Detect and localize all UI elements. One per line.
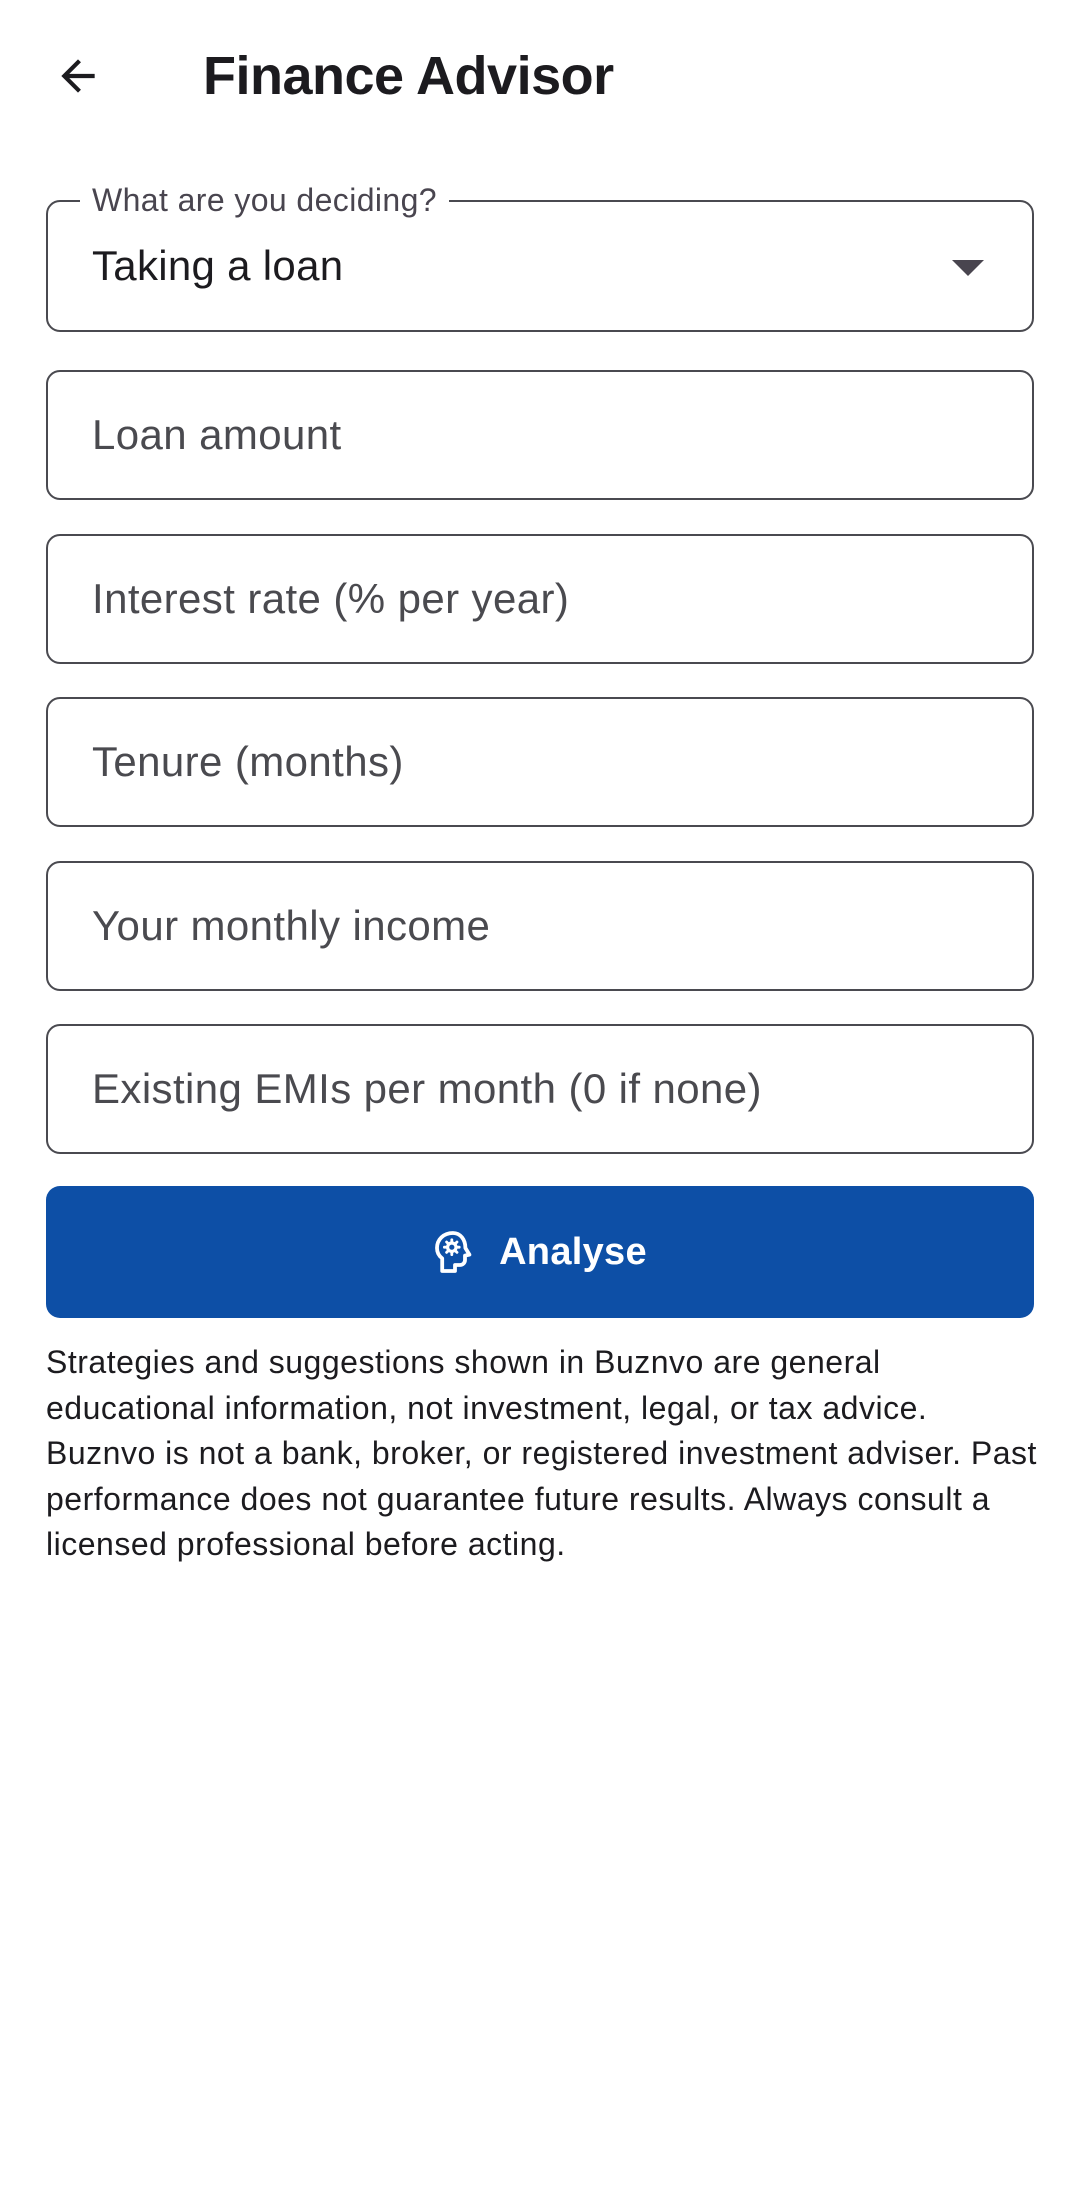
psychology-brain-icon: [433, 1230, 473, 1274]
interest-rate-field[interactable]: [46, 534, 1034, 664]
loan-amount-placeholder: Loan amount: [92, 410, 342, 458]
analyse-button-label: Analyse: [499, 1230, 647, 1273]
caret-down-icon: [952, 260, 984, 276]
existing-emis-placeholder: Existing EMIs per month (0 if none): [92, 1064, 762, 1112]
back-button[interactable]: [32, 32, 124, 124]
disclaimer-text: Strategies and suggestions shown in Buznvo are general educational information, not investment, legal, or tax advice. Buznvo is not a bank, broker, or registered investment adviser. Past performance does not guarantee future results. Always consult a licensed professional before acting.: [46, 1344, 1037, 1562]
arrow-left-icon: [53, 51, 103, 106]
decision-dropdown-label: What are you deciding?: [80, 180, 449, 220]
loan-amount-field[interactable]: [46, 370, 1034, 500]
tenure-placeholder: Tenure (months): [92, 737, 404, 785]
tenure-field[interactable]: [46, 697, 1034, 827]
page-title: Finance Advisor: [203, 46, 614, 106]
interest-rate-placeholder: Interest rate (% per year): [92, 574, 570, 622]
monthly-income-placeholder: Your monthly income: [92, 901, 491, 949]
top-app-bar: [0, 0, 1080, 156]
analyse-button[interactable]: [46, 1186, 1034, 1318]
monthly-income-field[interactable]: [46, 861, 1034, 991]
existing-emis-field[interactable]: [46, 1024, 1034, 1154]
decision-dropdown-value: Taking a loan: [92, 242, 344, 289]
decision-dropdown[interactable]: [46, 182, 1034, 332]
